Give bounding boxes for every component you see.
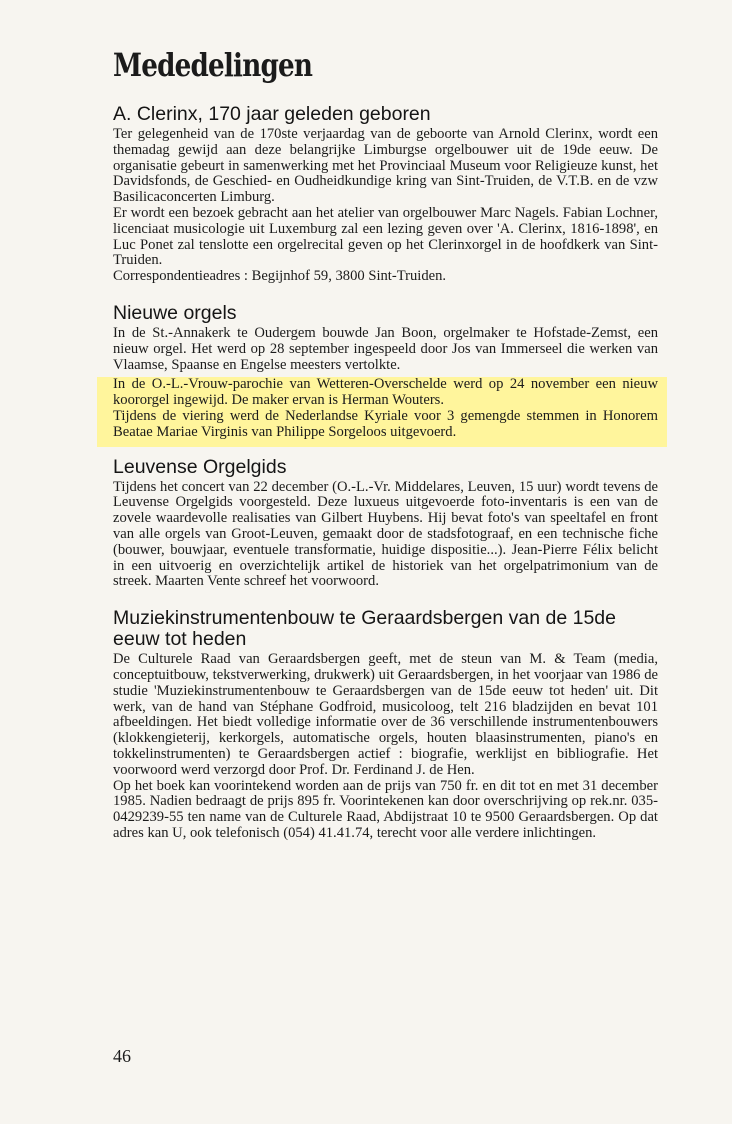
section-muziekinstrumentenbouw: [113, 608, 658, 842]
section-heading: A. Clerinx, 170 jaar geleden geboren: [113, 103, 431, 125]
page-title: Mededelingen: [113, 46, 313, 84]
paragraph: In de St.-Annakerk te Oudergem bouwde Jan Boon, orgelmaker te Hofstade-Zemst, een nieuw orgel. Het werd op 28 september ingespeeld door Jos van Immerseel die werken van Vlaamse, Spaanse en Engelse meesters vertolkte.: [113, 324, 658, 373]
page-edge: [732, 0, 750, 1124]
paragraph: Tijdens de viering werd de Nederlandse Kyriale voor 3 gemengde stemmen in Honorem Beatae Mariae Virginis van Philippe Sorgeloos uitgevoerd.: [113, 407, 658, 440]
paragraph: Er wordt een bezoek gebracht aan het atelier van orgelbouwer Marc Nagels. Fabian Lochner, licenciaat musicologie uit Luxemburg zal een lezing geven over 'A. Clerinx, 1816-1898', en Luc Ponet zal tenslotte een orgelrecital geven op het Clerinxorgel in de hoofdkerk van Sint-Truiden.: [113, 204, 658, 269]
paragraph: Ter gelegenheid van de 170ste verjaardag van de geboorte van Arnold Clerinx, wordt een themadag gewijd aan deze belangrijke Limburgse orgelbouwer uit de 19de eeuw. De organisatie gebeurt in samenwerking met het Provinciaal Museum voor Religieuze kunst, het Davidsfonds, de Geschied- en Oudheidkundige kring van Sint-Truiden, de V.T.B. en de vzw Basilicaconcerten Limburg.: [113, 126, 658, 206]
page-number: 46: [113, 1046, 131, 1066]
section-clerinx: [113, 104, 658, 285]
paragraph: Correspondentieadres : Begijnhof 59, 3800 Sint-Truiden.: [113, 268, 447, 285]
paragraph: Tijdens het concert van 22 december (O.-L.-Vr. Middelares, Leuven, 15 uur) wordt tevens de Leuvense Orgelgids voorgesteld. Deze luxueus uitgevoerde foto-inventaris is een van de zovele waardevolle realisaties van Gilbert Huybens. Hij bevat foto's van speeltafel en front van alle orgels van Groot-Leuven, gemaakt door de stadsfotograaf, en een technische fiche (bouwer, bouwjaar, eventuele transformatie, huidige dispositie...). Jean-Pierre Félix belicht in een uitvoerig en overzichtelijk artikel de historiek van het orgelpatrimonium van de streek. Maarten Vente schreef het voorwoord.: [113, 478, 658, 590]
section-heading: Leuvense Orgelgids: [113, 455, 287, 478]
section-leuvense-orgelgids: [113, 457, 658, 591]
paragraph: Op het boek kan voorintekend worden aan de prijs van 750 fr. en dit tot en met 31 december 1985. Nadien bedraagt de prijs 895 fr. Voorintekenen kan door overschrijving op rek.nr. 035-0429239-55 ten name van de Culturele Raad, Abdijstraat 10 te 9500 Geraardsbergen. Op dat adres kan U, ook telefonisch (054) 41.41.74, terecht voor alle verdere inlichtingen.: [113, 777, 658, 841]
section-heading: Nieuwe orgels: [113, 301, 237, 324]
section-nieuwe-orgels: [113, 303, 658, 447]
section-heading: Muziekinstrumentenbouw te Geraardsbergen van de 15de eeuw tot heden: [113, 607, 616, 651]
section-body: [113, 652, 658, 842]
content: [113, 46, 658, 842]
paragraph: De Culturele Raad van Geraardsbergen geeft, met de steun van M. & Team (media, conceptuitbouw, tekstverwerking, drukwerk) uit Geraardsbergen, in het voorjaar van 1986 de studie 'Muziekinstrumentenbouw te Geraardsbergen van de 15de eeuw tot heden' uit. Dit werk, van de hand van Stéphane Godfroid, musicoloog, telt 216 bladzijden en bevat 101 afbeeldingen. Het biedt volledige informatie over de 36 verschillende instrumentenbouwers (klokkengieterij, kerkorgels, automatische orgels, houten blaasinstrumenten, piano's en tokkelinstrumenten) te Geraardsbergen actief : biografie, werklijst en bibliografie. Het voorwoord werd verzorgd door Prof. Dr. Ferdinand J. de Hen.: [113, 651, 658, 778]
highlighted-passage: [97, 377, 667, 446]
section-body: [113, 127, 658, 285]
section-body: [113, 480, 658, 591]
section-body: [113, 326, 658, 447]
paragraph: In de O.-L.-Vrouw-parochie van Wetteren-Overschelde werd op 24 november een nieuw koororgel ingewijd. De maker ervan is Herman Wouters.: [113, 376, 658, 409]
